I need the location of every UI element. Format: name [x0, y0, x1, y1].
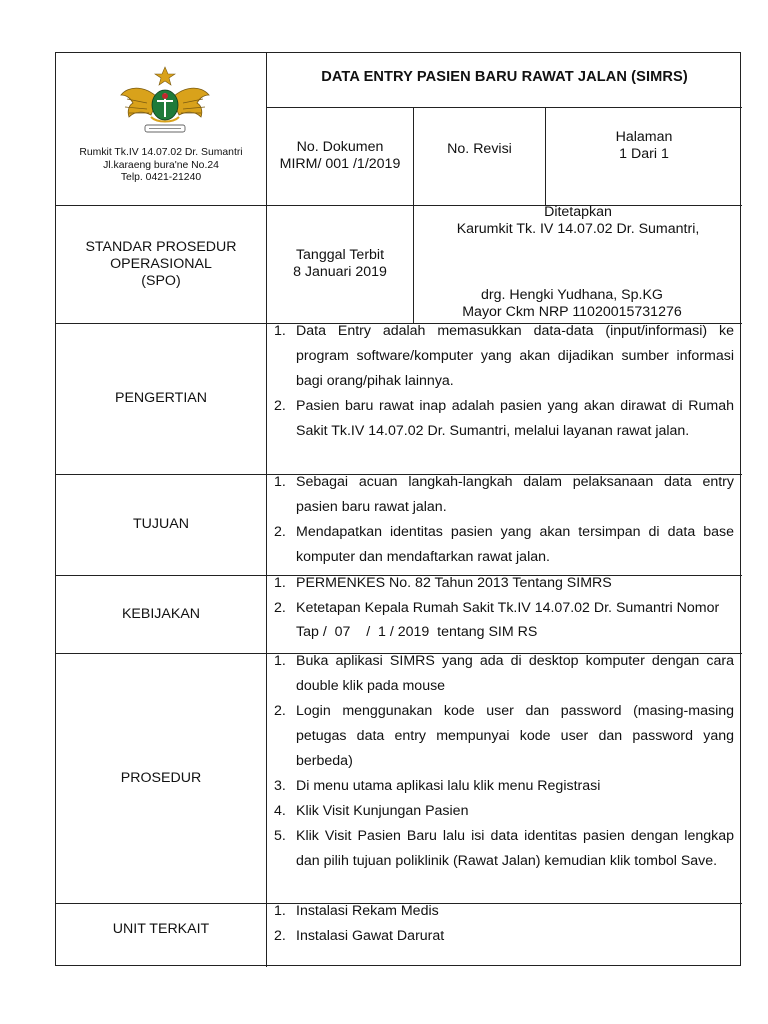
spo-label	[56, 205, 266, 323]
list-item: 1. Buka aplikasi SIMRS yang ada di desktop komputer dengan cara double klik pada mouse	[267, 649, 734, 699]
hospital-emblem-logo	[117, 65, 213, 139]
list-number: 5.	[274, 828, 286, 844]
signer-name: drg. Hengki Yudhana, Sp.KG	[481, 287, 663, 303]
section-label-prosedur: PROSEDUR	[120, 769, 202, 786]
spo-label-line: OPERASIONAL	[110, 255, 212, 272]
list-number: 4.	[274, 803, 286, 819]
list-number: 1.	[274, 474, 286, 490]
header-logo-cell	[56, 53, 266, 205]
list-number: 2.	[274, 703, 286, 719]
list-item: 1. PERMENKES No. 82 Tahun 2013 Tentang SIMRS	[267, 571, 734, 596]
list-item: 1. Data Entry adalah memasukkan data-data (input/informasi) ke program software/komputer yang akan dijadikan sumber informasi bagi orang/pihak lainnya.	[267, 319, 734, 394]
list-number: 1.	[274, 653, 286, 669]
list-item: 2. Login menggunakan kode user dan password (masing-masing petugas data entry mempunyai kode user dan password yang berbeda)	[267, 699, 734, 774]
institution-name: Rumkit Tk.IV 14.07.02 Dr. Sumantri	[79, 147, 243, 158]
list-item: 3. Di menu utama aplikasi lalu klik menu Registrasi	[267, 774, 734, 799]
list-number: 2.	[274, 524, 286, 540]
list-item: 5. Klik Visit Pasien Baru lalu isi data identitas pasien dengan lengkap dan pilih tujuan poliklinik (Rawat Jalan) kemudian klik tombol Save.	[267, 824, 734, 874]
signer-rank: Mayor Ckm NRP 11020015731276	[462, 304, 682, 320]
list-number: 2.	[274, 928, 286, 944]
pengertian-list	[267, 319, 734, 444]
signer-block	[414, 287, 730, 321]
section-label-kebijakan: KEBIJAKAN	[121, 605, 201, 622]
list-number: 2.	[274, 398, 286, 414]
unit-terkait-list	[267, 899, 734, 949]
approval-by: Karumkit Tk. IV 14.07.02 Dr. Sumantri,	[456, 221, 700, 237]
list-item: 2. Mendapatkan identitas pasien yang akan tersimpan di data base komputer dan mendaftarkan rawat jalan.	[267, 520, 734, 570]
list-number: 1.	[274, 575, 286, 591]
section-label-pengertian: PENGERTIAN	[115, 390, 207, 406]
section-label-unit-terkait: UNIT TERKAIT	[112, 920, 210, 937]
list-number: 2.	[274, 599, 286, 616]
spo-document	[55, 52, 741, 966]
page-cell	[546, 129, 742, 163]
issue-date-cell	[267, 205, 413, 323]
issue-date-value: 8 Januari 2019	[293, 264, 387, 280]
institution-address	[56, 147, 266, 185]
list-number: 1.	[274, 903, 286, 919]
tujuan-list	[267, 470, 734, 570]
kebijakan-list	[267, 571, 734, 645]
spo-label-line: STANDAR PROSEDUR	[85, 238, 237, 255]
document-title: DATA ENTRY PASIEN BARU RAWAT JALAN (SIMRS)	[321, 69, 688, 85]
list-number: 3.	[274, 778, 286, 794]
spo-label-line: (SPO)	[141, 272, 181, 289]
revision-label: No. Revisi	[447, 141, 512, 157]
institution-phone: Telp. 0421-21240	[120, 172, 202, 183]
section-label-tujuan: TUJUAN	[133, 516, 189, 532]
list-item: 1. Sebagai acuan langkah-langkah dalam pelaksanaan data entry pasien baru rawat jalan.	[267, 470, 734, 520]
doc-number-label: No. Dokumen	[296, 139, 384, 155]
list-item: 1. Instalasi Rekam Medis	[267, 899, 734, 924]
approval-label: Ditetapkan	[544, 204, 612, 220]
list-item: 2. Pasien baru rawat inap adalah pasien yang akan dirawat di Rumah Sakit Tk.IV 14.07.02 Dr. Sumantri, melalui layanan rawat jalan.	[267, 394, 734, 444]
page-value: 1 Dari 1	[619, 146, 669, 162]
issue-date-label: Tanggal Terbit	[295, 247, 385, 263]
approval-block	[414, 204, 742, 238]
institution-street: Jl.karaeng bura'ne No.24	[103, 159, 219, 171]
page-label: Halaman	[615, 129, 673, 145]
prosedur-list	[267, 649, 734, 874]
list-number: 1.	[274, 323, 286, 339]
list-item: 2. Instalasi Gawat Darurat	[267, 924, 734, 949]
row-divider	[266, 107, 742, 108]
list-item: 4. Klik Visit Kunjungan Pasien	[267, 799, 734, 824]
doc-number-value: MIRM/ 001 /1/2019	[279, 156, 401, 172]
doc-number-cell	[267, 139, 413, 173]
list-item: 2. Ketetapan Kepala Rumah Sakit Tk.IV 14.07.02 Dr. Sumantri Nomor Tap / 07 / 1 / 2019 tentang SIM RS	[267, 596, 734, 645]
